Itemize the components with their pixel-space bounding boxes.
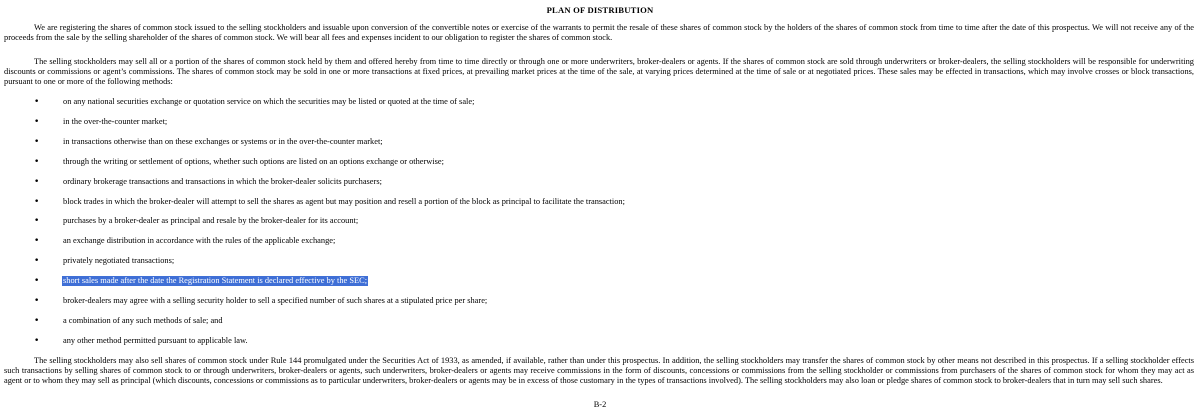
bullet-icon: • xyxy=(34,236,40,246)
bullet-icon: • xyxy=(34,316,40,326)
bullet-icon: • xyxy=(34,137,40,147)
list-item xyxy=(0,256,1190,266)
list-item-text[interactable]: privately negotiated transactions; xyxy=(63,256,175,265)
list-item-text[interactable]: through the writing or settlement of options, whether such options are listed on an options exchange or otherwise; xyxy=(63,157,444,166)
list-item xyxy=(0,137,1190,147)
list-item-text[interactable]: any other method permitted pursuant to applicable law. xyxy=(63,336,248,345)
bullet-icon: • xyxy=(34,117,40,127)
bullet-icon: • xyxy=(34,296,40,306)
paragraph-registration: We are registering the shares of common stock issued to the selling stockholders and issuable upon conversion of the convertible notes or exercise of the warrants to permit the resale of these shares of common stock by the holders of the shares of common stock from time to time after the date of this prospectus. We will not receive any of the proceeds from the sale by the selling shareholder of the shares of common stock. We will bear all fees and expenses incident to our obligation to register the shares of common stock. xyxy=(4,23,1194,42)
list-item xyxy=(0,197,1190,207)
bullet-icon: • xyxy=(34,197,40,207)
paragraph-sale-methods-intro: The selling stockholders may sell all or a portion of the shares of common stock held by them and offered hereby from time to time directly or through one or more underwriters, broker-dealers or agents. If the shares of common stock are sold through underwriters or broker-dealers, the selling stockholders will be responsible for underwriting discounts or commissions or agent’s commissions. The shares of common stock may be sold in one or more transactions at fixed prices, at prevailing market prices at the time of the sale, at varying prices determined at the time of sale or at negotiated prices. These sales may be effected in transactions, which may involve crosses or block transactions, pursuant to one or more of the following methods: xyxy=(4,57,1194,86)
list-item-text[interactable]: a combination of any such methods of sale; and xyxy=(63,316,223,325)
bullet-icon: • xyxy=(34,336,40,346)
list-item xyxy=(0,296,1190,306)
list-item xyxy=(0,157,1190,167)
list-item xyxy=(0,216,1190,226)
list-item-text[interactable]: on any national securities exchange or quotation service on which the securities may be listed or quoted at the time of sale; xyxy=(63,97,475,106)
list-item xyxy=(0,236,1190,246)
paragraph-rule-144: The selling stockholders may also sell shares of common stock under Rule 144 promulgated under the Securities Act of 1933, as amended, if available, rather than under this prospectus. In addition, the selling stockholders may transfer the shares of common stock by other means not described in this prospectus. If a selling stockholder effects such transactions by selling shares of common stock to or through underwriters, broker-dealers or agents, such underwriters, broker-dealers or agents may receive commissions in the form of discounts, concessions or commissions from the selling stockholder or commissions from purchasers of the shares of common stock for whom they may act as agent or to whom they may sell as principal (which discounts, concessions or commissions as to particular underwriters, broker-dealers or agents may be in excess of those customary in the types of transactions involved). The selling stockholders may also loan or pledge shares of common stock to broker-dealers that in turn may sell such shares. xyxy=(4,356,1194,385)
bullet-icon: • xyxy=(34,216,40,226)
page-number: B-2 xyxy=(593,400,607,409)
selected-text-highlight[interactable]: short sales made after the date the Registration Statement is declared effective by the SEC; xyxy=(63,276,368,285)
list-item-text[interactable]: block trades in which the broker-dealer will attempt to sell the shares as agent but may position and resell a portion of the block as principal to facilitate the transaction; xyxy=(63,197,625,206)
list-item xyxy=(0,336,1190,346)
bullet-icon: • xyxy=(34,276,40,286)
list-item-text[interactable]: in the over-the-counter market; xyxy=(63,117,168,126)
bullet-icon: • xyxy=(34,157,40,167)
list-item xyxy=(0,316,1190,326)
list-item-text[interactable]: broker-dealers may agree with a selling security holder to sell a specified number of such shares at a stipulated price per share; xyxy=(63,296,488,305)
list-item-text[interactable]: purchases by a broker-dealer as principal and resale by the broker-dealer for its account; xyxy=(63,216,359,225)
bullet-icon: • xyxy=(34,97,40,107)
list-item xyxy=(0,177,1190,187)
bullet-icon: • xyxy=(34,177,40,187)
bullet-icon: • xyxy=(34,256,40,266)
list-item-selected xyxy=(0,276,1190,286)
list-item-text[interactable]: ordinary brokerage transactions and transactions in which the broker-dealer solicits purchasers; xyxy=(63,177,382,186)
list-item xyxy=(0,97,1190,107)
list-item-text[interactable]: an exchange distribution in accordance with the rules of the applicable exchange; xyxy=(63,236,336,245)
section-title: PLAN OF DISTRIBUTION xyxy=(546,5,654,15)
list-item-text[interactable]: in transactions otherwise than on these exchanges or systems or in the over-the-counter market; xyxy=(63,137,383,146)
list-item xyxy=(0,117,1190,127)
